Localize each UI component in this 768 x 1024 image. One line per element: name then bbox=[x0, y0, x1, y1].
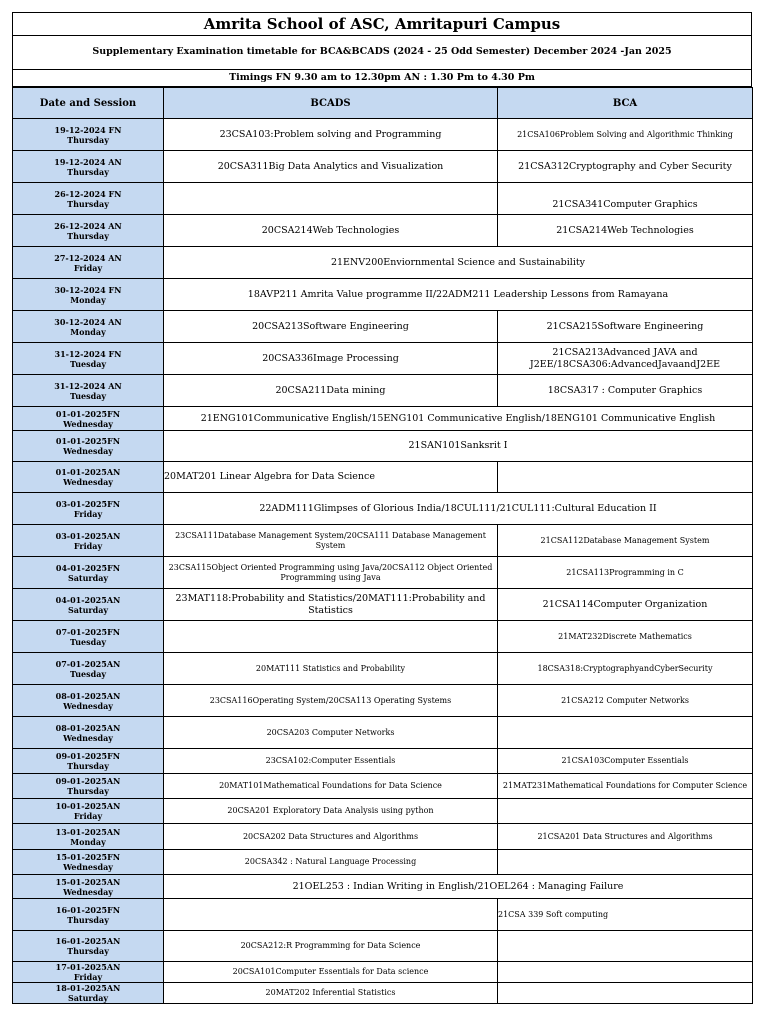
date-session-cell bbox=[13, 375, 164, 407]
table-row bbox=[13, 850, 753, 875]
bca-exam-cell: 18CSA318:CryptographyandCyberSecurity bbox=[498, 653, 753, 685]
date-session-cell bbox=[13, 749, 164, 774]
exam-date: 31-12-2024 AN bbox=[54, 380, 122, 391]
table-row bbox=[13, 493, 753, 525]
bca-exam-cell bbox=[498, 962, 753, 983]
exam-day: Wednesday bbox=[63, 446, 113, 456]
bca-exam-cell bbox=[498, 850, 753, 875]
exam-day: Wednesday bbox=[63, 700, 113, 711]
exam-day: Monday bbox=[70, 294, 106, 305]
table-row bbox=[13, 119, 753, 151]
exam-date: 31-12-2024 FN bbox=[54, 348, 122, 359]
bcads-exam-cell: 20CSA311Big Data Analytics and Visualization bbox=[164, 151, 498, 183]
date-session-cell bbox=[13, 899, 164, 931]
exam-date: 30-12-2024 AN bbox=[54, 316, 122, 327]
table-row bbox=[13, 431, 753, 462]
exam-day: Wednesday bbox=[63, 732, 113, 743]
bcads-exam-cell: 23CSA111Database Management System/20CSA111 Database Management System bbox=[164, 525, 498, 557]
date-session-cell bbox=[13, 621, 164, 653]
exam-date: 17-01-2025AN bbox=[55, 962, 121, 972]
table-row bbox=[13, 557, 753, 589]
exam-day: Wednesday bbox=[63, 862, 113, 872]
document-subtitle: Supplementary Examination timetable for BCA&BCADS (2024 - 25 Odd Semester) December 2024 -Jan 2025 bbox=[12, 36, 752, 70]
exam-date: 09-01-2025AN bbox=[55, 776, 121, 786]
exam-day: Thursday bbox=[67, 166, 109, 177]
exam-day: Tuesday bbox=[69, 636, 107, 647]
exam-date: 07-01-2025FN bbox=[55, 626, 121, 637]
exam-date: 03-01-2025FN bbox=[55, 498, 121, 509]
table-row bbox=[13, 343, 753, 375]
date-session-cell bbox=[13, 875, 164, 899]
exam-day: Thursday bbox=[67, 230, 109, 241]
exam-day: Tuesday bbox=[69, 358, 107, 369]
table-row bbox=[13, 799, 753, 824]
exam-date: 27-12-2024 AN bbox=[54, 252, 122, 263]
table-row bbox=[13, 279, 753, 311]
bcads-exam-cell: 20CSA214Web Technologies bbox=[164, 215, 498, 247]
table-row bbox=[13, 875, 753, 899]
table-row bbox=[13, 525, 753, 557]
exam-day: Thursday bbox=[67, 134, 109, 145]
exam-timings: Timings FN 9.30 am to 12.30pm AN : 1.30 Pm to 4.30 Pm bbox=[12, 70, 752, 87]
bcads-exam-cell: 20MAT101Mathematical Foundations for Data Science bbox=[164, 774, 498, 799]
exam-date: 09-01-2025FN bbox=[55, 751, 121, 761]
exam-date: 01-01-2025FN bbox=[55, 408, 121, 419]
bca-exam-cell: 21CSA213Advanced JAVA and J2EE/18CSA306:AdvancedJavaandJ2EE bbox=[498, 343, 753, 375]
table-row bbox=[13, 183, 753, 215]
date-session-cell bbox=[13, 850, 164, 875]
date-session-cell bbox=[13, 119, 164, 151]
exam-day: Wednesday bbox=[63, 418, 113, 429]
bca-exam-cell: 21CSA312Cryptography and Cyber Security bbox=[498, 151, 753, 183]
column-header-date-session: Date and Session bbox=[13, 88, 164, 119]
date-session-cell bbox=[13, 931, 164, 962]
date-session-cell bbox=[13, 653, 164, 685]
exam-day: Monday bbox=[70, 836, 106, 847]
bcads-exam-cell: 20MAT111 Statistics and Probability bbox=[164, 653, 498, 685]
common-exam-cell: 21ENG101Communicative English/15ENG101 Communicative English/18ENG101 Communicative English bbox=[164, 407, 753, 431]
timetable-body bbox=[13, 119, 753, 1004]
table-row bbox=[13, 962, 753, 983]
table-row bbox=[13, 407, 753, 431]
bca-exam-cell: 21CSA 339 Soft computing bbox=[498, 899, 753, 931]
bcads-exam-cell: 20MAT201 Linear Algebra for Data Science bbox=[164, 462, 498, 493]
bcads-exam-cell: 20MAT202 Inferential Statistics bbox=[164, 983, 498, 1004]
bca-exam-cell: 21CSA106Problem Solving and Algorithmic Thinking bbox=[498, 119, 753, 151]
bcads-exam-cell: 23CSA115Object Oriented Programming using Java/20CSA112 Object Oriented Programming using Java bbox=[164, 557, 498, 589]
exam-date: 26-12-2024 AN bbox=[54, 220, 122, 231]
bca-exam-cell: 21CSA341Computer Graphics bbox=[498, 183, 753, 215]
date-session-cell bbox=[13, 462, 164, 493]
bca-exam-cell: 21CSA103Computer Essentials bbox=[498, 749, 753, 774]
date-session-cell bbox=[13, 685, 164, 717]
common-exam-cell: 21OEL253 : Indian Writing in English/21OEL264 : Managing Failure bbox=[164, 875, 753, 899]
exam-date: 07-01-2025AN bbox=[55, 658, 121, 669]
date-session-cell bbox=[13, 717, 164, 749]
exam-day: Thursday bbox=[67, 761, 109, 771]
bcads-exam-cell: 20CSA212:R Programming for Data Science bbox=[164, 931, 498, 962]
bca-exam-cell bbox=[498, 717, 753, 749]
date-session-cell bbox=[13, 279, 164, 311]
bca-exam-cell: 21MAT231Mathematical Foundations for Computer Science bbox=[498, 774, 753, 799]
date-session-cell bbox=[13, 962, 164, 983]
bcads-exam-cell bbox=[164, 899, 498, 931]
exam-day: Saturday bbox=[67, 604, 109, 615]
timetable-sheet bbox=[12, 12, 752, 1004]
bca-exam-cell bbox=[498, 462, 753, 493]
exam-date: 08-01-2025AN bbox=[55, 690, 121, 701]
table-row bbox=[13, 151, 753, 183]
exam-day: Saturday bbox=[67, 572, 109, 583]
bcads-exam-cell: 20CSA201 Exploratory Data Analysis using python bbox=[164, 799, 498, 824]
date-session-cell bbox=[13, 774, 164, 799]
common-exam-cell: 18AVP211 Amrita Value programme II/22ADM211 Leadership Lessons from Ramayana bbox=[164, 279, 753, 311]
bcads-exam-cell: 23CSA116Operating System/20CSA113 Operating Systems bbox=[164, 685, 498, 717]
exam-day: Tuesday bbox=[69, 390, 107, 401]
bca-exam-cell: 21CSA113Programming in C bbox=[498, 557, 753, 589]
exam-date: 10-01-2025AN bbox=[55, 801, 121, 811]
table-row bbox=[13, 717, 753, 749]
table-row bbox=[13, 621, 753, 653]
date-session-cell bbox=[13, 589, 164, 621]
table-row bbox=[13, 215, 753, 247]
exam-date: 01-01-2025AN bbox=[55, 467, 121, 477]
exam-timetable bbox=[12, 87, 753, 1004]
bca-exam-cell: 21CSA215Software Engineering bbox=[498, 311, 753, 343]
date-session-cell bbox=[13, 983, 164, 1004]
exam-date: 04-01-2025AN bbox=[55, 594, 121, 605]
column-header-bcads: BCADS bbox=[164, 88, 498, 119]
date-session-cell bbox=[13, 824, 164, 850]
bca-exam-cell: 21CSA112Database Management System bbox=[498, 525, 753, 557]
exam-date: 15-01-2025AN bbox=[55, 876, 121, 887]
date-session-cell bbox=[13, 183, 164, 215]
date-session-cell bbox=[13, 493, 164, 525]
exam-date: 03-01-2025AN bbox=[55, 530, 121, 541]
exam-day: Saturday bbox=[67, 993, 109, 1003]
bca-exam-cell: 21CSA114Computer Organization bbox=[498, 589, 753, 621]
bca-exam-cell bbox=[498, 799, 753, 824]
exam-day: Thursday bbox=[67, 786, 109, 796]
bca-exam-cell: 18CSA317 : Computer Graphics bbox=[498, 375, 753, 407]
document-title: Amrita School of ASC, Amritapuri Campus bbox=[12, 12, 752, 36]
bcads-exam-cell: 20CSA211Data mining bbox=[164, 375, 498, 407]
exam-date: 19-12-2024 AN bbox=[54, 156, 122, 167]
date-session-cell bbox=[13, 799, 164, 824]
exam-day: Friday bbox=[73, 540, 103, 551]
exam-date: 19-12-2024 FN bbox=[54, 124, 122, 135]
bcads-exam-cell: 20CSA342 : Natural Language Processing bbox=[164, 850, 498, 875]
date-session-cell bbox=[13, 407, 164, 431]
exam-day: Thursday bbox=[67, 914, 109, 925]
bcads-exam-cell: 20CSA202 Data Structures and Algorithms bbox=[164, 824, 498, 850]
table-row bbox=[13, 311, 753, 343]
exam-day: Friday bbox=[73, 811, 103, 821]
table-row bbox=[13, 462, 753, 493]
bcads-exam-cell: 23CSA103:Problem solving and Programming bbox=[164, 119, 498, 151]
exam-date: 16-01-2025FN bbox=[55, 904, 121, 915]
table-row bbox=[13, 774, 753, 799]
bcads-exam-cell bbox=[164, 183, 498, 215]
exam-date: 30-12-2024 FN bbox=[54, 284, 122, 295]
table-row bbox=[13, 899, 753, 931]
bcads-exam-cell: 23CSA102:Computer Essentials bbox=[164, 749, 498, 774]
bcads-exam-cell: 20CSA336Image Processing bbox=[164, 343, 498, 375]
date-session-cell bbox=[13, 215, 164, 247]
bca-exam-cell: 21CSA214Web Technologies bbox=[498, 215, 753, 247]
table-row bbox=[13, 749, 753, 774]
exam-date: 16-01-2025AN bbox=[55, 936, 121, 946]
table-header-row bbox=[13, 88, 753, 119]
exam-day: Friday bbox=[73, 508, 103, 519]
exam-day: Tuesday bbox=[69, 668, 107, 679]
exam-day: Friday bbox=[73, 972, 103, 982]
exam-date: 13-01-2025AN bbox=[55, 826, 121, 837]
date-session-cell bbox=[13, 247, 164, 279]
bca-exam-cell bbox=[498, 931, 753, 962]
bcads-exam-cell bbox=[164, 621, 498, 653]
exam-date: 15-01-2025FN bbox=[55, 852, 121, 862]
table-row bbox=[13, 375, 753, 407]
table-row bbox=[13, 653, 753, 685]
exam-day: Thursday bbox=[67, 198, 109, 209]
column-header-bca: BCA bbox=[498, 88, 753, 119]
exam-day: Thursday bbox=[67, 946, 109, 956]
common-exam-cell: 21SAN101Sanksrit I bbox=[164, 431, 753, 462]
date-session-cell bbox=[13, 525, 164, 557]
date-session-cell bbox=[13, 151, 164, 183]
table-row bbox=[13, 824, 753, 850]
date-session-cell bbox=[13, 343, 164, 375]
table-row bbox=[13, 931, 753, 962]
bca-exam-cell: 21CSA212 Computer Networks bbox=[498, 685, 753, 717]
exam-date: 04-01-2025FN bbox=[55, 562, 121, 573]
common-exam-cell: 22ADM111Glimpses of Glorious India/18CUL111/21CUL111:Cultural Education II bbox=[164, 493, 753, 525]
date-session-cell bbox=[13, 431, 164, 462]
exam-day: Monday bbox=[70, 326, 106, 337]
table-row bbox=[13, 589, 753, 621]
table-row bbox=[13, 685, 753, 717]
exam-day: Wednesday bbox=[63, 477, 113, 487]
exam-date: 18-01-2025AN bbox=[55, 983, 121, 993]
bcads-exam-cell: 23MAT118:Probability and Statistics/20MAT111:Probability and Statistics bbox=[164, 589, 498, 621]
exam-day: Wednesday bbox=[63, 886, 113, 897]
table-row bbox=[13, 247, 753, 279]
bca-exam-cell: 21CSA201 Data Structures and Algorithms bbox=[498, 824, 753, 850]
date-session-cell bbox=[13, 311, 164, 343]
bcads-exam-cell: 20CSA213Software Engineering bbox=[164, 311, 498, 343]
table-row bbox=[13, 983, 753, 1004]
common-exam-cell: 21ENV200Enviornmental Science and Sustainability bbox=[164, 247, 753, 279]
date-session-cell bbox=[13, 557, 164, 589]
exam-day: Friday bbox=[73, 262, 103, 273]
exam-date: 08-01-2025AN bbox=[55, 722, 121, 733]
bca-exam-cell: 21MAT232Discrete Mathematics bbox=[498, 621, 753, 653]
exam-date: 26-12-2024 FN bbox=[54, 188, 122, 199]
bcads-exam-cell: 20CSA101Computer Essentials for Data science bbox=[164, 962, 498, 983]
exam-date: 01-01-2025FN bbox=[55, 436, 121, 446]
bcads-exam-cell: 20CSA203 Computer Networks bbox=[164, 717, 498, 749]
bca-exam-cell bbox=[498, 983, 753, 1004]
